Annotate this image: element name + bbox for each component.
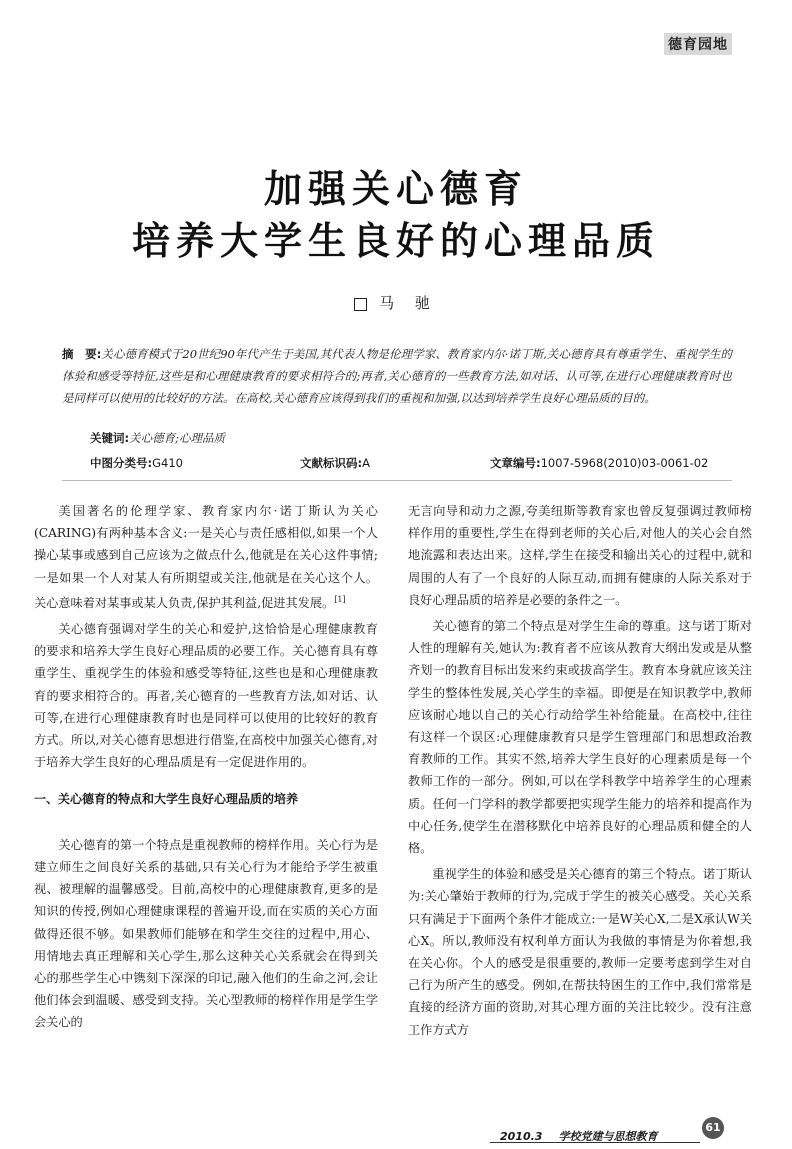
author-box-icon (354, 298, 367, 311)
author (0, 292, 792, 313)
article-number (490, 455, 708, 471)
article-label: 文章编号: (490, 456, 541, 470)
paragraph: 无言向导和动力之源,夸美纽斯等教育家也曾反复强调过教师榜样作用的重要性,学生在得到老师的关心后,对他人的关心会自然地流露和表达出来。这样,学生在接受和输出关心的过程中,就和周围的人有了一个良好的人际互动,而拥有健康的人际关系对于良好心理品质的培养是必要的条件之一。 (408, 504, 752, 607)
right-column (408, 500, 752, 1041)
clc-number (90, 455, 183, 471)
clc-label: 中图分类号: (90, 456, 153, 470)
paragraph: 关心德育的第二个特点是对学生生命的尊重。这与诺丁斯对人性的理解有关,她认为:教育者不应该从教育大纲出发或是从整齐划一的教育目标出发来约束或拔高学生。教育本身就应该关注学生的整体性发展,关心学生的幸福。即便是在知识教学中,教师应该耐心地以自己的关心行动给学生补给能量。在高校中,往往有这样一个误区:心理健康教育只是学生管理部门和思想政治教育教师的工作。其实不然,培养大学生良好的心理素质是每一个教师工作的一部分。例如,可以在学科教学中培养学生的心理素质。任何一门学科的教学都要把实现学生能力的培养和提高作为中心任务,使学生在潜移默化中培养良好的心理品质和健全的人格。 (408, 619, 752, 856)
keywords (90, 430, 225, 446)
issue-date: 2010.3 (500, 1130, 543, 1143)
section-tag: 德育园地 (664, 33, 732, 55)
paragraph-text: 美国著名的伦理学家、教育家内尔·诺丁斯认为关心(CARING)有两种基本含义:一是关心与责任感相似,如果一个人操心某事或感到自己应该为之做点什么,他就是在关心这件事情;一是如果一个人对某人有所期望或关注,他就是在关心这个人。关心意味着对某事或某人负责,保护其利益,促进其发展。 (34, 504, 378, 610)
paragraph: 关心德育强调对学生的关心和爱护,这恰恰是心理健康教育的要求和培养大学生良好心理品质的必要工作。关心德育具有尊重学生、重视学生的体验和感受等特征,这些也是和心理健康教育的要求相符合的。再者,关心德育的一些教育方法,如对话、认可等,在进行心理健康教育时也是同样可以使用的比较好的教育方式。所以,对关心德育思想进行借鉴,在高校中加强关心德育,对于培养大学生良好的心理品质是有一定促进作用的。 (34, 622, 378, 770)
keywords-label: 关键词: (90, 431, 130, 445)
footer-rule (490, 1142, 700, 1143)
paragraph (34, 500, 378, 614)
paragraph: 关心德育的第一个特点是重视教师的榜样作用。关心行为是建立师生之间良好关系的基础,只有关心行为才能给予学生被重视、被理解的温馨感受。目前,高校中的心理健康教育,更多的是知识的传授,例如心理健康课程的普遍开设,而在实质的关心方面做得还很不够。如果教师们能够在和学生交往的过程中,用心、用情地去真正理解和关心学生,那么这种关心关系就会在得到关心的那些学生心中镌刻下深深的印记,融入他们的生命之河,会让他们体会到温暖、感受到支持。关心型教师的榜样作用是学生学会关心的 (34, 837, 378, 1030)
abstract (62, 343, 732, 409)
doc-label: 文献标识码: (300, 456, 363, 470)
journal-name: 学校党建与思想教育 (558, 1130, 658, 1143)
abstract-label: 摘 要: (62, 347, 102, 361)
left-column (34, 500, 378, 1034)
doc-value: A (362, 456, 370, 470)
author-name: 马 驰 (379, 294, 438, 312)
section-heading: 一、关心德育的特点和大学生良好心理品质的培养 (34, 791, 299, 806)
article-title-line2: 培养大学生良好的心理品质 (131, 218, 660, 263)
article-value: 1007-5968(2010)03-0061-02 (540, 456, 709, 470)
document-code (300, 455, 370, 471)
keywords-text: 关心德育;心理品质 (129, 431, 225, 445)
paragraph: 重视学生的体验和感受是关心德育的第三个特点。诺丁斯认为:关心肇始于教师的行为,完成于学生的被关心感受。关心关系只有满足于下面两个条件才能成立:一是W关心X,二是X承认W关心X。所以,教师没有权利单方面认为我做的事情是为你着想,我在关心你。个人的感受是很重要的,教师一定要考虑到学生对自己行为所产生的感受。例如,在帮扶特困生的工作中,我们常常是直接的经济方面的资助,对其心理方面的关注比较少。没有注意工作方式方 (408, 867, 752, 1037)
clc-value: G410 (152, 456, 183, 470)
abstract-text: 关心德育模式于20世纪90年代产生于美国,其代表人物是伦理学家、教育家内尔·诺丁斯,关心德育具有尊重学生、重视学生的体验和感受等特征,这些是和心理健康教育的要求相符合的;再者,关心德育的一些教育方法,如对话、认可等,在进行心理健康教育时也是同样可以使用的比较好的方法。在高校,关心德育应该得到我们的重视和加强,以达到培养学生良好心理品质的目的。 (62, 347, 732, 405)
header-divider (62, 480, 732, 481)
article-title-line1: 加强关心德育 (263, 166, 528, 211)
page-number: 61 (702, 1117, 724, 1139)
reference-mark: [1] (334, 594, 346, 604)
